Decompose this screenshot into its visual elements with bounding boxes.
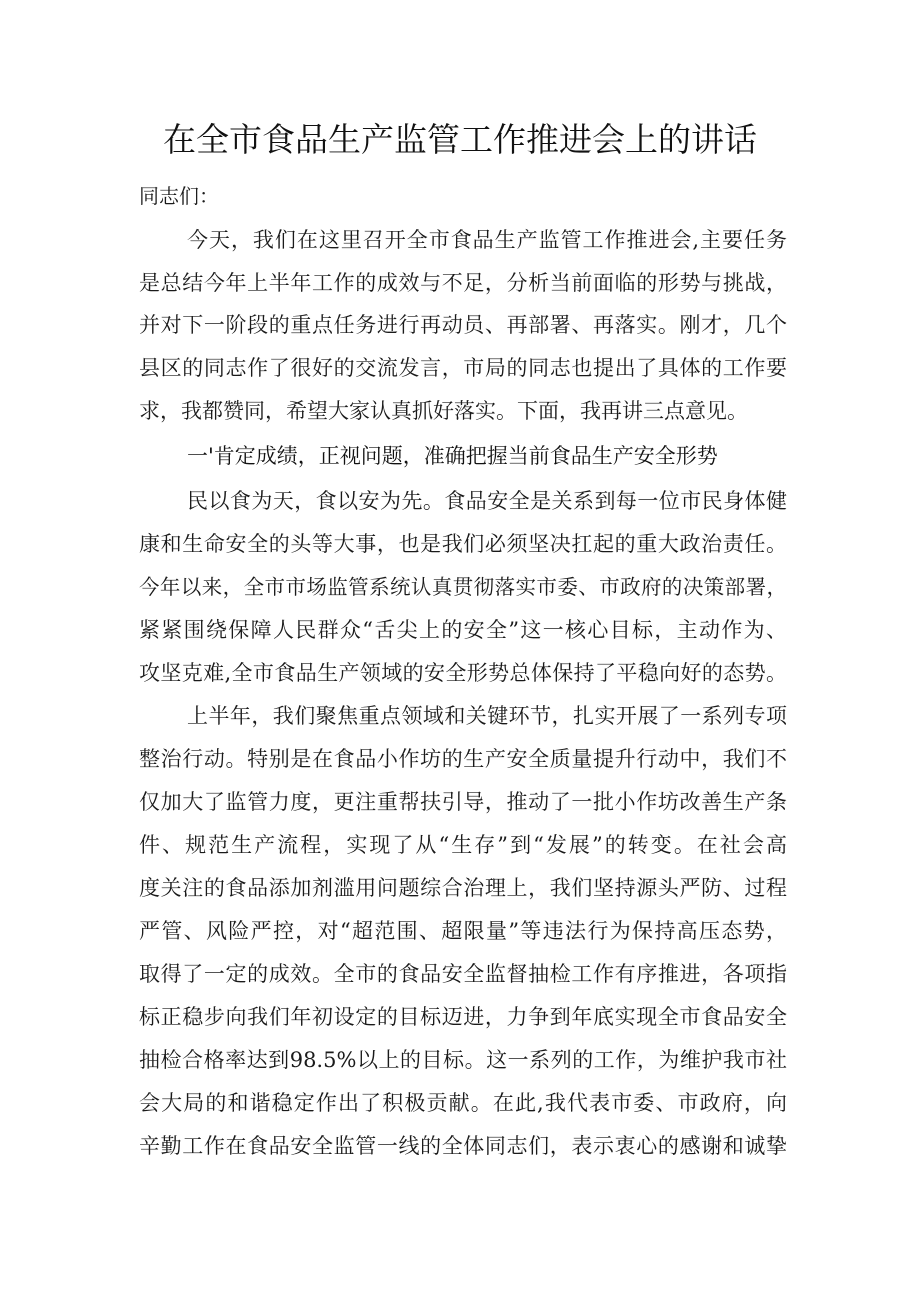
paragraph-2-line: 民以食为天，食以安为先。食品安全是关系到每一位市民身体健: [187, 489, 787, 513]
salutation: 同志们：: [139, 184, 219, 208]
paragraph-3-line: 件、规范生产流程，实现了从“生存”到“发展”的转变。在社会高: [139, 833, 787, 857]
paragraph-3-line: 整治行动。特别是在食品小作坊的生产安全质量提升行动中，我们不: [139, 747, 787, 771]
paragraph-3-line: 抽检合格率达到98.5%以上的目标。这一系列的工作，为维护我市社: [139, 1048, 787, 1072]
paragraph-3-line: 度关注的食品添加剂滥用问题综合治理上，我们坚持源头严防、过程: [139, 876, 787, 900]
paragraph-1-line: 求，我都赞同，希望大家认真抓好落实。下面，我再讲三点意见。: [139, 399, 748, 423]
paragraph-1-line: 县区的同志作了很好的交流发言，市局的同志也提出了具体的工作要: [139, 356, 787, 380]
paragraph-3-line: 上半年，我们聚焦重点领域和关键环节，扎实开展了一系列专项: [187, 704, 787, 728]
document-title: 在全市食品生产监管工作推进会上的讲话: [163, 120, 757, 159]
paragraph-3-line: 标正稳步向我们年初设定的目标迈进，力争到年底实现全市食品安全: [139, 1005, 787, 1029]
paragraph-3-line: 严管、风险严控，对“超范围、超限量”等违法行为保持高压态势，: [139, 919, 787, 943]
paragraph-1-line: 今天，我们在这里召开全市食品生产监管工作推进会,主要任务: [187, 228, 787, 252]
paragraph-3-line: 仅加大了监管力度，更注重帮扶引导，推动了一批小作坊改善生产条: [139, 790, 787, 814]
paragraph-2-line: 攻坚克难,全市食品生产领域的安全形势总体保持了平稳向好的态势。: [139, 661, 787, 685]
paragraph-2-line: 紧紧围绕保障人民群众“舌尖上的安全”这一核心目标，主动作为、: [139, 618, 787, 642]
paragraph-3-line: 会大局的和谐稳定作出了积极贡献。在此,我代表市委、市政府，向: [139, 1091, 787, 1115]
paragraph-1-line: 并对下一阶段的重点任务进行再动员、再部署、再落实。刚才，几个: [139, 313, 787, 337]
paragraph-3-line: 取得了一定的成效。全市的食品安全监督抽检工作有序推进，各项指: [139, 962, 787, 986]
paragraph-1-line: 是总结今年上半年工作的成效与不足，分析当前面临的形势与挑战，: [139, 271, 787, 295]
paragraph-2-line: 康和生命安全的头等大事，也是我们必须坚决扛起的重大政治责任。: [139, 532, 787, 556]
paragraph-3-line: 辛勤工作在食品安全监管一线的全体同志们，表示衷心的感谢和诚挚: [139, 1134, 787, 1158]
paragraph-2-line: 今年以来，全市市场监管系统认真贯彻落实市委、市政府的决策部署，: [139, 575, 787, 599]
section-1-heading: 一'肯定成绩，正视问题，准确把握当前食品生产安全形势: [187, 444, 718, 468]
